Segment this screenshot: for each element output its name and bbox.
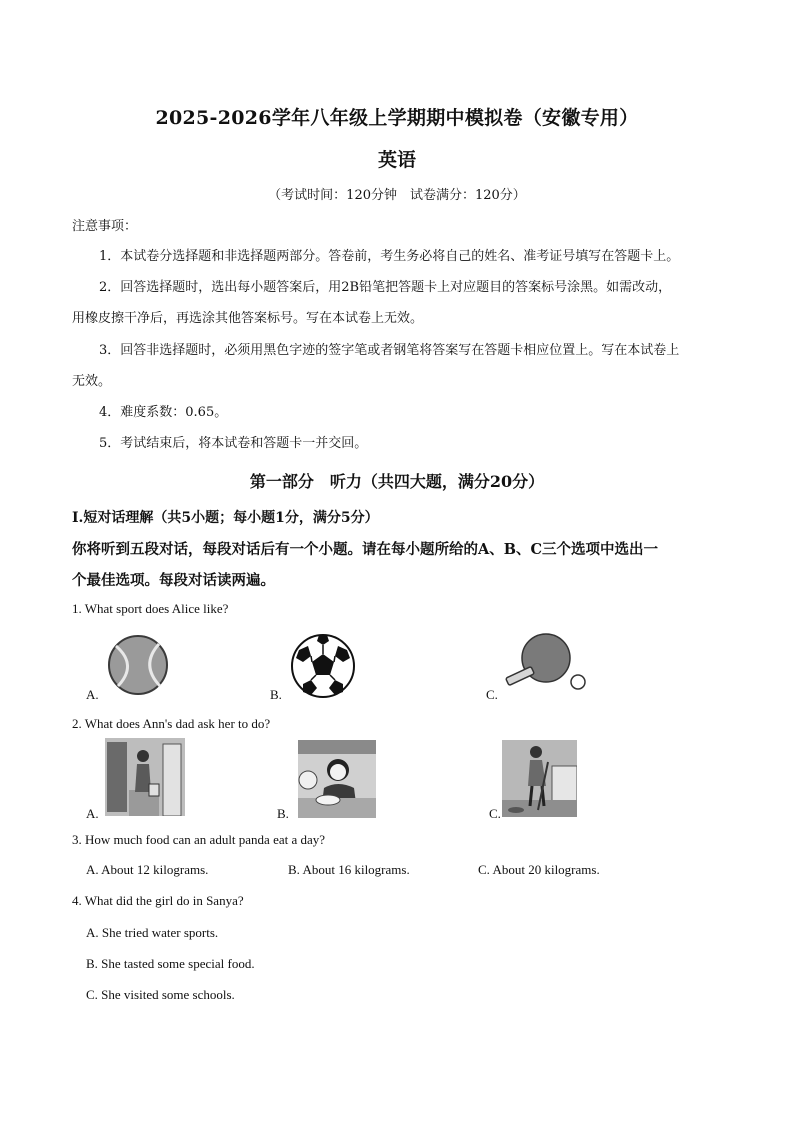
note-item-2-line-1: 2．回答选择题时，选出每小题答案后，用2B铅笔把答题卡上对应题目的答案标号涂黑。如需改动，: [99, 280, 672, 295]
q1-option-c-label: C.: [486, 687, 498, 702]
girl-washing-dishes-icon: [298, 740, 376, 818]
girl-taking-out-trash-icon: [105, 738, 185, 816]
instruction-line-2: 个最佳选项。每段对话读两遍。: [72, 572, 275, 589]
note-item-3-line-2: 无效。: [72, 374, 112, 389]
soccer-ball-icon: [289, 634, 357, 698]
q2-option-b-label: B.: [277, 806, 289, 821]
question-4-text: 4. What did the girl do in Sanya?: [72, 893, 244, 908]
q1-option-b-label: B.: [270, 687, 282, 702]
q3-option-b: B. About 16 kilograms.: [288, 862, 410, 877]
subject-title: 英语: [377, 149, 416, 171]
note-item-5: 5．考试结束后，将本试卷和答题卡一并交回。: [99, 436, 368, 451]
q4-option-a: A. She tried water sports.: [86, 925, 219, 940]
notes-heading: 注意事项：: [72, 219, 138, 234]
q2-option-c-label: C.: [489, 806, 501, 821]
ping-pong-paddle-icon: [504, 632, 588, 692]
question-1-text: 1. What sport does Alice like?: [72, 601, 229, 616]
note-item-1: 1．本试卷分选择题和非选择题两部分。答卷前，考生务必将自己的姓名、准考证号填写在答题卡上。: [99, 249, 680, 264]
q3-option-c: C. About 20 kilograms.: [478, 862, 600, 877]
question-3-text: 3. How much food can an adult panda eat a day?: [72, 832, 326, 847]
q1-option-a-label: A.: [86, 687, 99, 702]
exam-title: 2025-2026学年八年级上学期期中模拟卷（安徽专用）: [155, 107, 639, 129]
q4-option-c: C. She visited some schools.: [86, 987, 235, 1002]
part-one-heading: 第一部分 听力（共四大题，满分20分）: [249, 472, 545, 491]
girl-sweeping-floor-icon: [502, 740, 577, 817]
note-item-2-line-2: 用橡皮擦干净后，再选涂其他答案标号。写在本试卷上无效。: [72, 311, 424, 326]
q2-option-a-label: A.: [86, 806, 99, 821]
note-item-3-line-1: 3．回答非选择题时，必须用黑色字迹的签字笔或者钢笔将答案写在答题卡相应位置上。写在本试卷上: [99, 343, 680, 358]
note-item-4: 4．难度系数：0.65。: [99, 405, 228, 420]
instruction-line-1: 你将听到五段对话，每段对话后有一个小题。请在每小题所给的A、B、C三个选项中选出一: [72, 541, 659, 558]
question-2-text: 2. What does Ann's dad ask her to do?: [72, 716, 271, 731]
exam-time-info: （考试时间：120分钟 试卷满分：120分）: [268, 188, 526, 203]
q3-option-a: A. About 12 kilograms.: [86, 862, 209, 877]
section-one-heading: Ⅰ.短对话理解（共5小题；每小题1分，满分5分）: [72, 510, 379, 526]
q4-option-b: B. She tasted some special food.: [86, 956, 255, 971]
tennis-ball-icon: [104, 634, 172, 696]
